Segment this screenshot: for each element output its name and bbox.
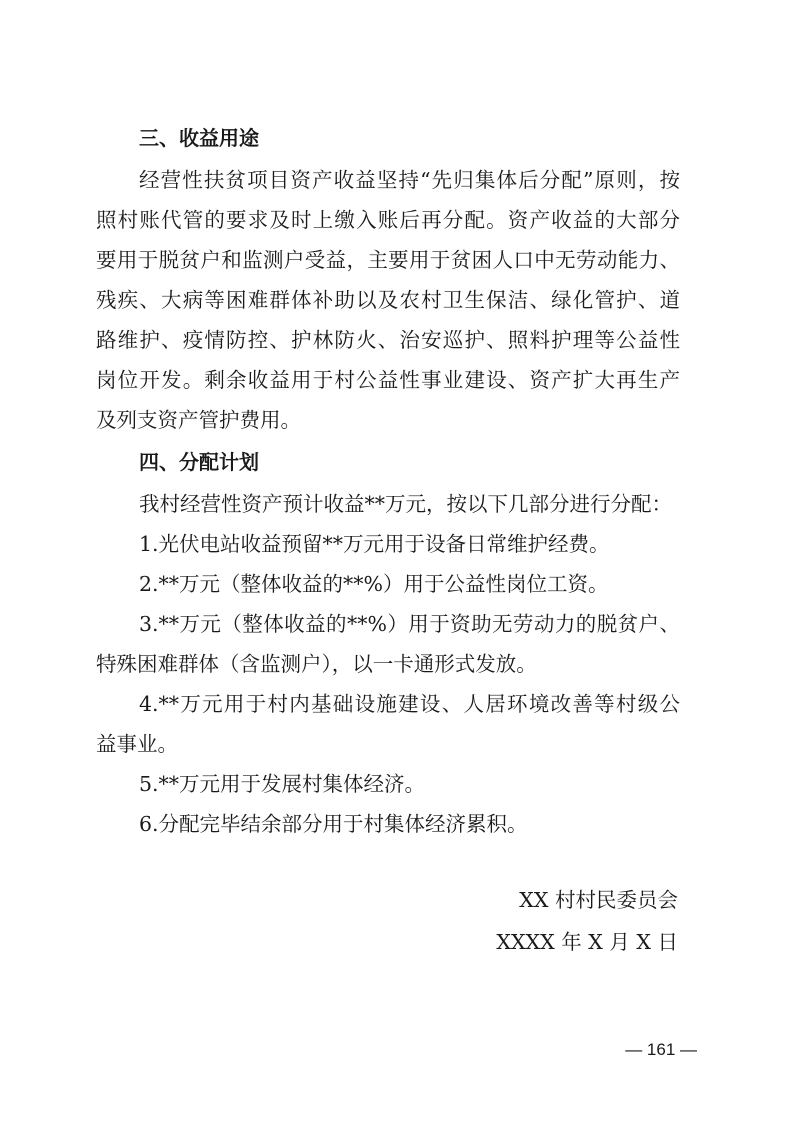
section-4-heading: 四、分配计划 bbox=[139, 450, 259, 474]
signature-date: XXXX 年 X 月 X 日 bbox=[496, 930, 678, 954]
page-number: — 161 — bbox=[625, 1040, 697, 1059]
section-3-line-7: 及列支资产管护费用。 bbox=[96, 408, 301, 432]
plan-item-3-line-1: 3.**万元（整体收益的**%）用于资助无劳动力的脱贫户、 bbox=[139, 612, 680, 636]
signature-organization: XX 村村民委员会 bbox=[519, 888, 678, 912]
plan-item-4-line-1: 4.**万元用于村内基础设施建设、人居环境改善等村级公 bbox=[139, 692, 680, 716]
plan-item-6: 6.分配完毕结余部分用于村集体经济累积。 bbox=[139, 812, 528, 836]
plan-item-2: 2.**万元（整体收益的**%）用于公益性岗位工资。 bbox=[139, 572, 609, 596]
plan-item-3-line-2: 特殊困难群体（含监测户），以一卡通形式发放。 bbox=[96, 652, 537, 676]
section-3-line-2: 照村账代管的要求及时上缴入账后再分配。资产收益的大部分 bbox=[96, 208, 680, 232]
section-3-line-3: 要用于脱贫户和监测户受益，主要用于贫困人口中无劳动能力、 bbox=[96, 248, 680, 272]
section-3-line-6: 岗位开发。剩余收益用于村公益性事业建设、资产扩大再生产 bbox=[96, 368, 680, 392]
section-4-intro: 我村经营性资产预计收益**万元，按以下几部分进行分配： bbox=[139, 492, 672, 516]
section-3-line-1: 经营性扶贫项目资产收益坚持“先归集体后分配”原则，按 bbox=[139, 168, 680, 192]
section-3-heading: 三、收益用途 bbox=[139, 126, 259, 150]
plan-item-1: 1.光伏电站收益预留**万元用于设备日常维护经费。 bbox=[139, 532, 610, 556]
plan-item-4-line-2: 益事业。 bbox=[96, 732, 178, 756]
section-3-line-5: 路维护、疫情防控、护林防火、治安巡护、照料护理等公益性 bbox=[96, 328, 680, 352]
plan-item-5: 5.**万元用于发展村集体经济。 bbox=[139, 772, 426, 796]
section-3-line-4: 残疾、大病等困难群体补助以及农村卫生保洁、绿化管护、道 bbox=[96, 288, 680, 312]
